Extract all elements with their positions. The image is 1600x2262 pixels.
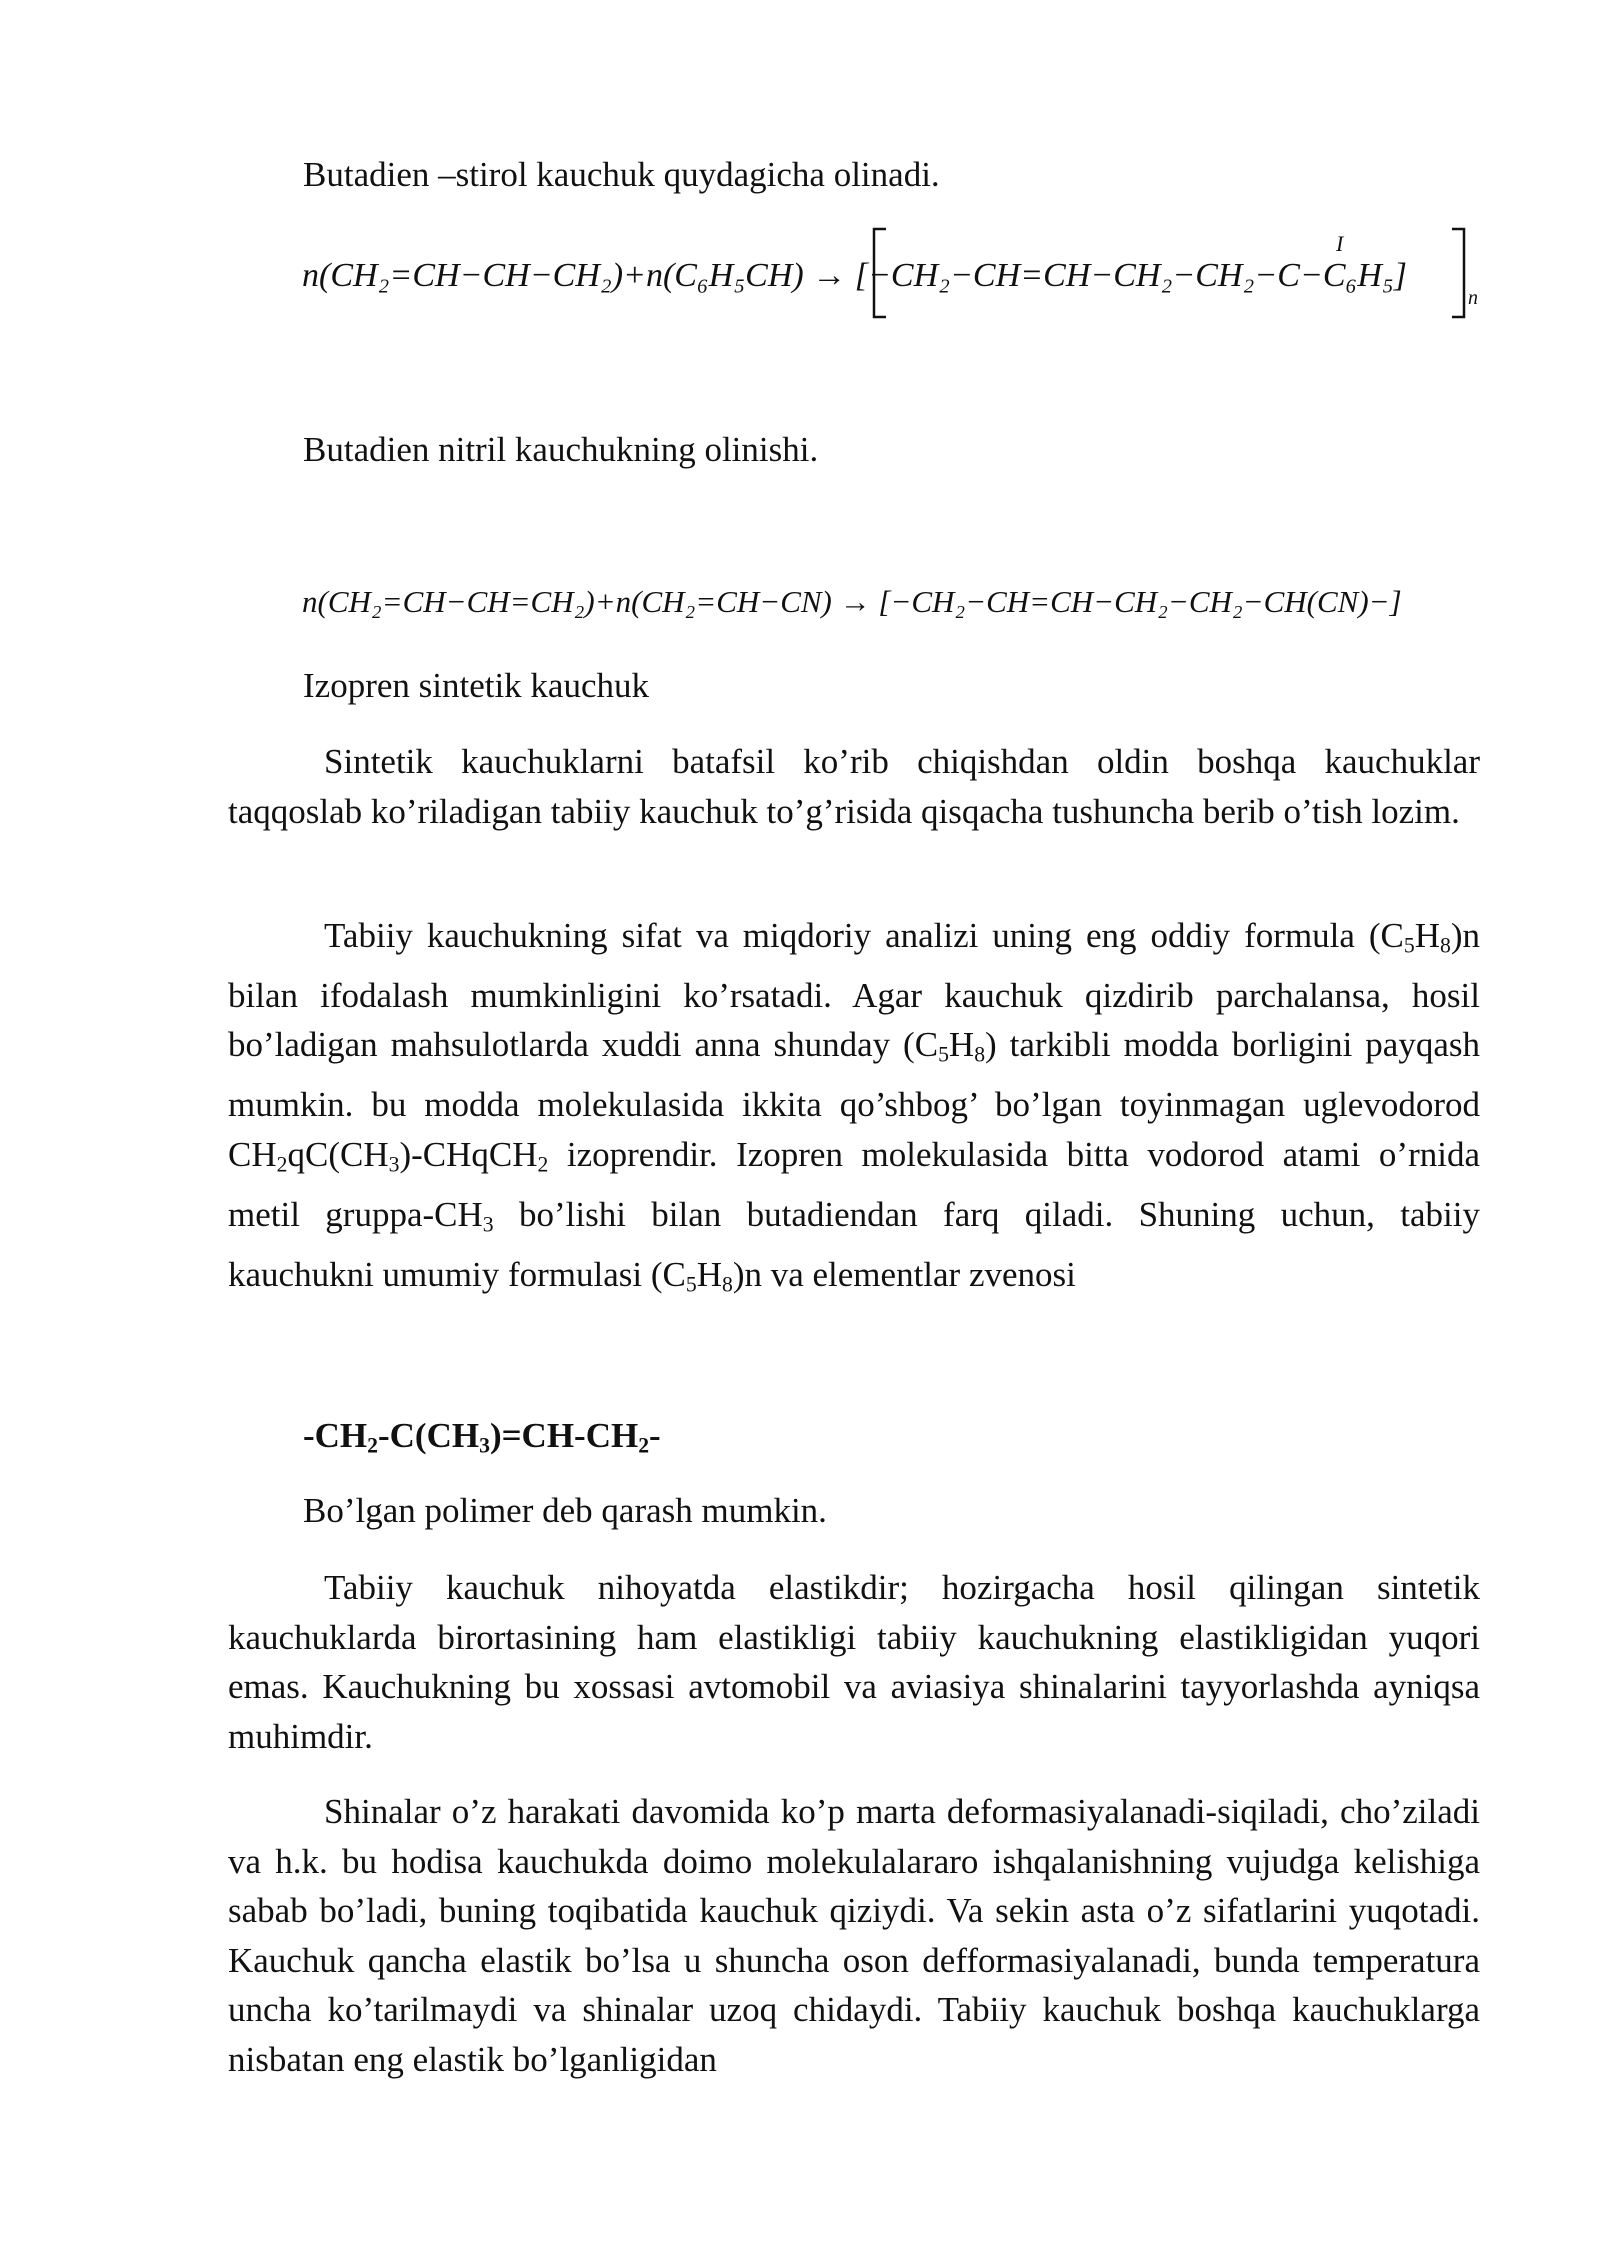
- text-run: H: [1414, 916, 1440, 955]
- paragraph-shinalar: [228, 1787, 1480, 2084]
- text-run: bo’lishi bilan butadiendan farq qiladi. Shuning uchun, tabiiy kauchukni umumiy formulasi (C: [228, 1194, 1480, 1294]
- text-run: )-CHqCH: [399, 1134, 538, 1174]
- paragraph-sintetik: [228, 737, 1480, 836]
- text-run: qC(CH: [287, 1134, 389, 1174]
- paragraph-sintetik-text: Sintetik kauchuklarni batafsil ko’rib chiqishdan oldin boshqa kauchuklar taqqoslab ko’riladigan tabiiy kauchuk to’g’risida qisqacha tushuncha berib o’tish lozim.: [228, 742, 1480, 831]
- subscript: 2: [367, 1433, 378, 1458]
- paragraph-shinalar-text: Shinalar o’z harakati davomida ko’p marta deformasiyalanadi-siqiladi, cho’ziladi va h.k. bu hodisa kauchukda doimo molekulalararo ishqalanishning vujudga kelishiga sabab bo’ladi, buning toqibatida kauchuk qiziydi. Va sekin asta o’z sifatlarini yuqotadi. Kauchuk qancha elastik bo’lsa u shuncha oson defformasiyalanadi, bunda temperatura uncha ko’tarilmaydi va shinalar uzoq chidaydi. Tabiiy kauchuk boshqa kauchuklarga nisbatan eng elastik bo’lganligidan: [228, 1792, 1480, 2079]
- heading-izopren: Izopren sintetik kauchuk: [303, 666, 650, 705]
- subscript: 3: [388, 1152, 400, 1177]
- subscript: 3: [482, 1212, 494, 1237]
- formula-1-close-bracket: [1452, 229, 1464, 317]
- heading-butadien-nitril: Butadien nitril kauchukning olinishi.: [303, 430, 819, 469]
- text-run: )=CH-CH: [489, 1416, 639, 1455]
- subscript: 2: [276, 1152, 288, 1177]
- formula-1-top-mark: I: [1336, 231, 1344, 256]
- text-run: )n bilan ifodalash mumkinligini ko’rsatadi. Agar kauchuk qizdirib parchalansa, hosil bo’ladigan mahsulotlarda xuddi anna shunday (C: [228, 916, 1480, 1065]
- text-run: -: [649, 1416, 661, 1455]
- subscript: 8: [974, 1042, 986, 1067]
- formula-1-subscript-n: n: [1468, 287, 1478, 309]
- line-polymer: Bo’lgan polimer deb qarash mumkin.: [303, 1491, 827, 1530]
- paragraph-elastik: [228, 1563, 1480, 1761]
- subscript: 2: [537, 1152, 549, 1177]
- text-run: ) tarkibli modda borligini payqash mumkin. bu modda molekulasida ikkita qo’shbog’ bo’lgan toyinmagan uglevodorod CH: [228, 1025, 1480, 1174]
- text-run: izoprendir. Izopren molekulasida bitta vodorod atami o’rnida metil gruppa-CH: [228, 1134, 1480, 1234]
- subscript: 3: [479, 1433, 490, 1458]
- text-run: -CH: [303, 1416, 368, 1455]
- paragraph-tabiiy-analiz: [228, 911, 1480, 1310]
- text-run: -C(CH: [378, 1416, 480, 1455]
- paragraph-elastik-text: Tabiiy kauchuk nihoyatda elastikdir; hozirgacha hosil qilingan sintetik kauchuklarda birortasining ham elastikligi tabiiy kauchukning elastikligidan yuqori emas. Kauchukning bu xossasi avtomobil va aviasiya shinalarini tayyorlashda ayniqsa muhimdir.: [228, 1568, 1480, 1756]
- subscript: 5: [685, 1272, 697, 1297]
- heading-butadien-stirol: Butadien –stirol kauchuk quydagicha olinadi.: [303, 155, 940, 194]
- formula-butadien-nitril: n(CH₂=CH−CH=CH₂)+n(CH₂=CH−CN) → [−CH₂−CH=CH−CH₂−CH₂−CH(CN)−]: [302, 584, 1402, 619]
- formula-1-text: n(CH₂=CH−CH−CH₂)+n(C₆H₅CH) → [−CH₂−CH=CH−CH₂−CH₂−C−C₆H₅]: [302, 257, 1407, 294]
- subscript: 2: [638, 1433, 650, 1458]
- subscript: 5: [1403, 933, 1415, 958]
- text-run: H: [696, 1254, 722, 1294]
- unit-formula: [303, 1418, 661, 1457]
- text-run: Tabiiy kauchukning sifat va miqdoriy analizi uning eng oddiy formula (C: [324, 916, 1404, 955]
- text-run: )n va elementlar zvenosi: [732, 1254, 1076, 1294]
- subscript: 8: [721, 1272, 733, 1297]
- subscript: 8: [1440, 933, 1451, 958]
- text-run: H: [948, 1025, 975, 1065]
- subscript: 5: [938, 1042, 949, 1067]
